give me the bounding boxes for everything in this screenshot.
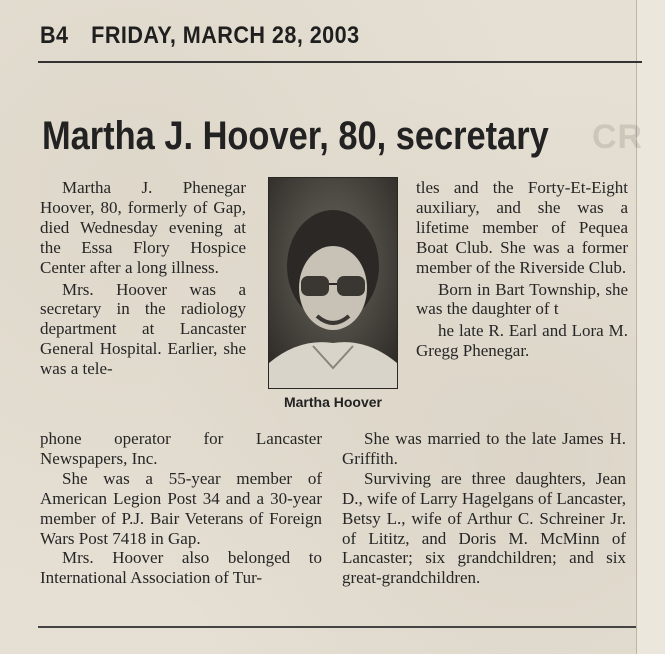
bleed-through-text: CR	[592, 118, 644, 156]
paragraph: Mrs. Hoover was a secretary in the radiology department at Lancaster General Hospital. Earlier, she was a tele-	[40, 279, 246, 379]
column-1-bottom	[40, 429, 322, 588]
page-header	[40, 22, 580, 62]
paragraph: Martha J. Phenegar Hoover, 80, formerly of Gap, died Wednesday evening at the Essa Flory Hospice Center after a long illness.	[40, 178, 246, 277]
header-rule	[38, 61, 642, 63]
paragraph: he late R. Earl and Lora M. Gregg Phenegar.	[416, 321, 628, 361]
paragraph: phone operator for Lancaster Newspapers, Inc.	[40, 429, 322, 468]
paragraph: Born in Bart Township, she was the daughter of t	[416, 279, 628, 319]
paragraph: Mrs. Hoover also belonged to International Association of Tur-	[40, 548, 322, 588]
portrait-image	[269, 178, 397, 388]
page-edge	[636, 0, 665, 654]
publication-date: FRIDAY, MARCH 28, 2003	[91, 22, 360, 49]
paragraph: tles and the Forty-Et-Eight auxiliary, and she was a lifetime member of Pequea Boat Club. She was a former member of the Riverside Club.	[416, 178, 628, 277]
column-2-bottom	[342, 429, 626, 588]
section-number: B4	[40, 22, 69, 49]
paragraph: She was a 55-year member of American Legion Post 34 and a 30-year member of P.J. Bair Veterans of Foreign Wars Post 7418 in Gap.	[40, 468, 322, 548]
photo-caption: Martha Hoover	[283, 394, 383, 410]
portrait-photo	[268, 177, 398, 389]
paragraph: She was married to the late James H. Griffith.	[342, 429, 626, 468]
column-2-top	[416, 178, 628, 361]
obituary-headline: Martha J. Hoover, 80, secretary	[42, 114, 549, 158]
column-1-top	[40, 178, 246, 379]
paragraph: Surviving are three daughters, Jean D., wife of Larry Hagelgans of Lancaster, Betsy L., wife of Arthur C. Schreiner Jr. of Lititz, and Doris M. McMinn of Lancaster; six grandchildren; and six great-grandchildren.	[342, 468, 626, 588]
footer-rule	[38, 626, 636, 628]
